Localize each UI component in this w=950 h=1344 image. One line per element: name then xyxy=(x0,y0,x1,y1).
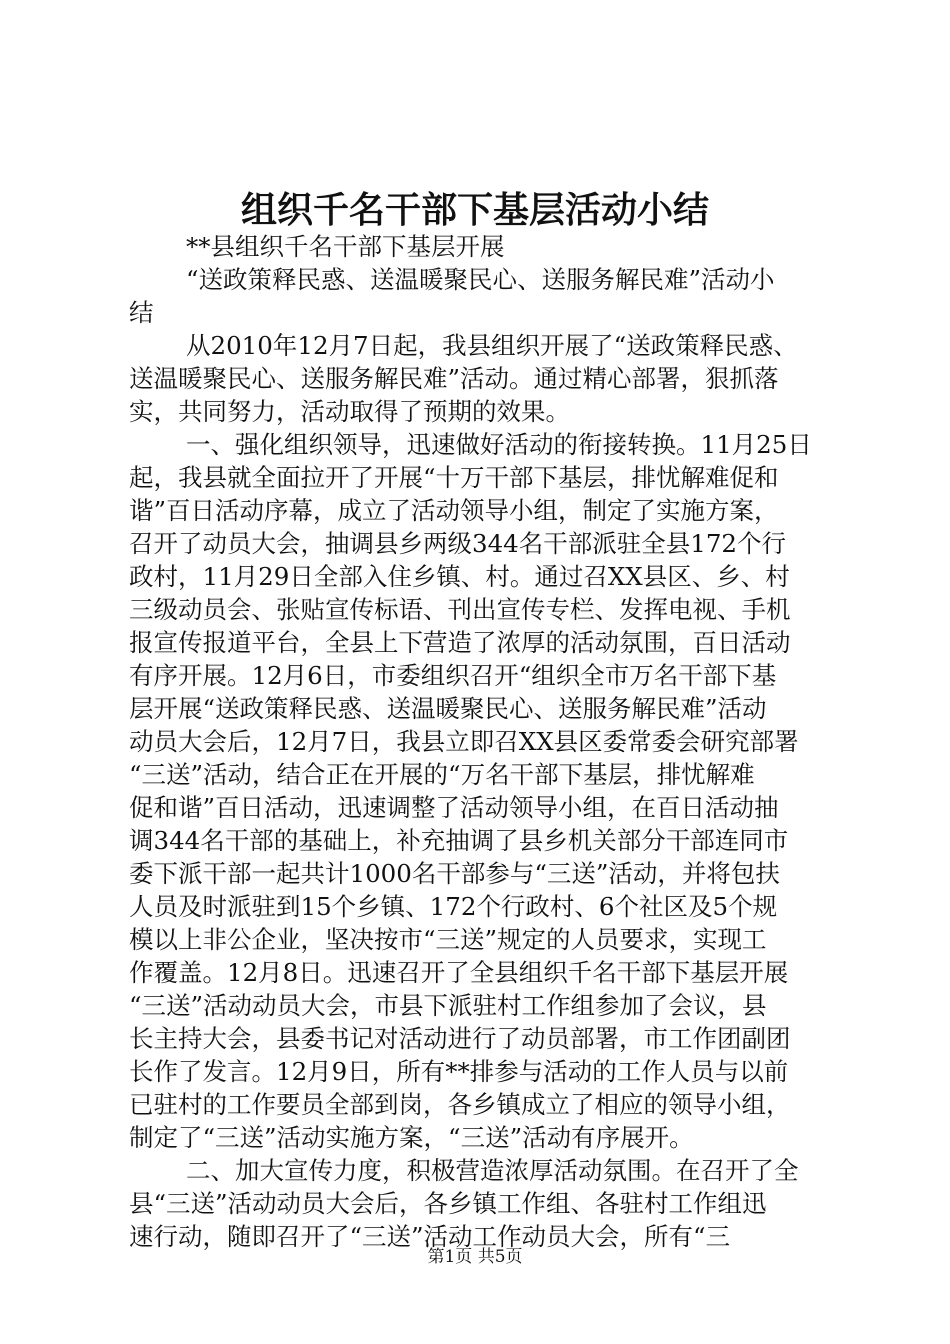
document-body xyxy=(129,230,829,1253)
text-line: 一、强化组织领导，迅速做好活动的衔接转换。11月25日 xyxy=(186,430,812,459)
text-line: 促和谐”百日活动，迅速调整了活动领导小组，在百日活动抽 xyxy=(129,793,779,822)
text-line: **县组织千名干部下基层开展 xyxy=(186,232,505,261)
text-line: 送温暖聚民心、送服务解民难”活动。通过精心部署，狠抓落 xyxy=(129,364,779,393)
text-line: 谐”百日活动序幕，成立了活动领导小组，制定了实施方案， xyxy=(129,496,779,525)
text-line: 人员及时派驻到15个乡镇、172个行政村、6个社区及5个规 xyxy=(129,892,778,921)
text-line: 已驻村的工作要员全部到岗，各乡镇成立了相应的领导小组， xyxy=(129,1090,791,1119)
text-line: “三送”活动，结合正在开展的“万名干部下基层，排忧解难 xyxy=(129,760,755,789)
text-line: 层开展“送政策释民惑、送温暖聚民心、送服务解民难”活动 xyxy=(129,694,767,723)
text-line: 长主持大会，县委书记对活动进行了动员部署，市工作团副团 xyxy=(129,1024,791,1053)
text-line: 县“三送”活动动员大会后，各乡镇工作组、各驻村工作组迅 xyxy=(129,1189,767,1218)
text-line: 从2010年12月7日起，我县组织开展了“送政策释民惑、 xyxy=(186,331,798,360)
text-line: 起，我县就全面拉开了开展“十万干部下基层，排忧解难促和 xyxy=(129,463,779,492)
text-line: 结 xyxy=(129,298,154,327)
text-line: 二、加大宣传力度，积极营造浓厚活动氛围。在召开了全 xyxy=(186,1156,799,1185)
text-line: 报宣传报道平台，全县上下营造了浓厚的活动氛围，百日活动 xyxy=(129,628,791,657)
text-line: 作覆盖。12月8日。迅速召开了全县组织千名干部下基层开展 xyxy=(129,958,789,987)
text-line: 召开了动员大会，抽调县乡两级344名干部派驻全县172个行 xyxy=(129,529,787,558)
text-line: “三送”活动动员大会，市县下派驻村工作组参加了会议，县 xyxy=(129,991,767,1020)
text-line: “送政策释民惑、送温暖聚民心、送服务解民难”活动小 xyxy=(186,265,775,294)
text-line: 动员大会后，12月7日，我县立即召XX县区委常委会研究部署 xyxy=(129,727,799,756)
text-line: 速行动，随即召开了“三送”活动工作动员大会，所有“三 xyxy=(129,1222,731,1251)
document-title: 组织千名干部下基层活动小结 xyxy=(240,189,709,231)
text-line: 实，共同努力，活动取得了预期的效果。 xyxy=(129,397,570,426)
text-line: 模以上非公企业，坚决按市“三送”规定的人员要求，实现工 xyxy=(129,925,767,954)
text-line: 政村，11月29日全部入住乡镇、村。通过召XX县区、乡、村 xyxy=(129,562,790,591)
text-line: 有序开展。12月6日，市委组织召开“组织全市万名干部下基 xyxy=(129,661,777,690)
text-line: 三级动员会、张贴宣传标语、刊出宣传专栏、发挥电视、手机 xyxy=(129,595,791,624)
text-line: 调344名干部的基础上，补充抽调了县乡机关部分干部连同市 xyxy=(129,826,789,855)
text-line: 长作了发言。12月9日，所有**排参与活动的工作人员与以前 xyxy=(129,1057,789,1086)
page-number: 第1页 共5页 xyxy=(427,1247,523,1267)
text-line: 委下派干部一起共计1000名干部参与“三送”活动，并将包扶 xyxy=(129,859,780,888)
text-line: 制定了“三送”活动实施方案，“三送”活动有序展开。 xyxy=(129,1123,694,1152)
